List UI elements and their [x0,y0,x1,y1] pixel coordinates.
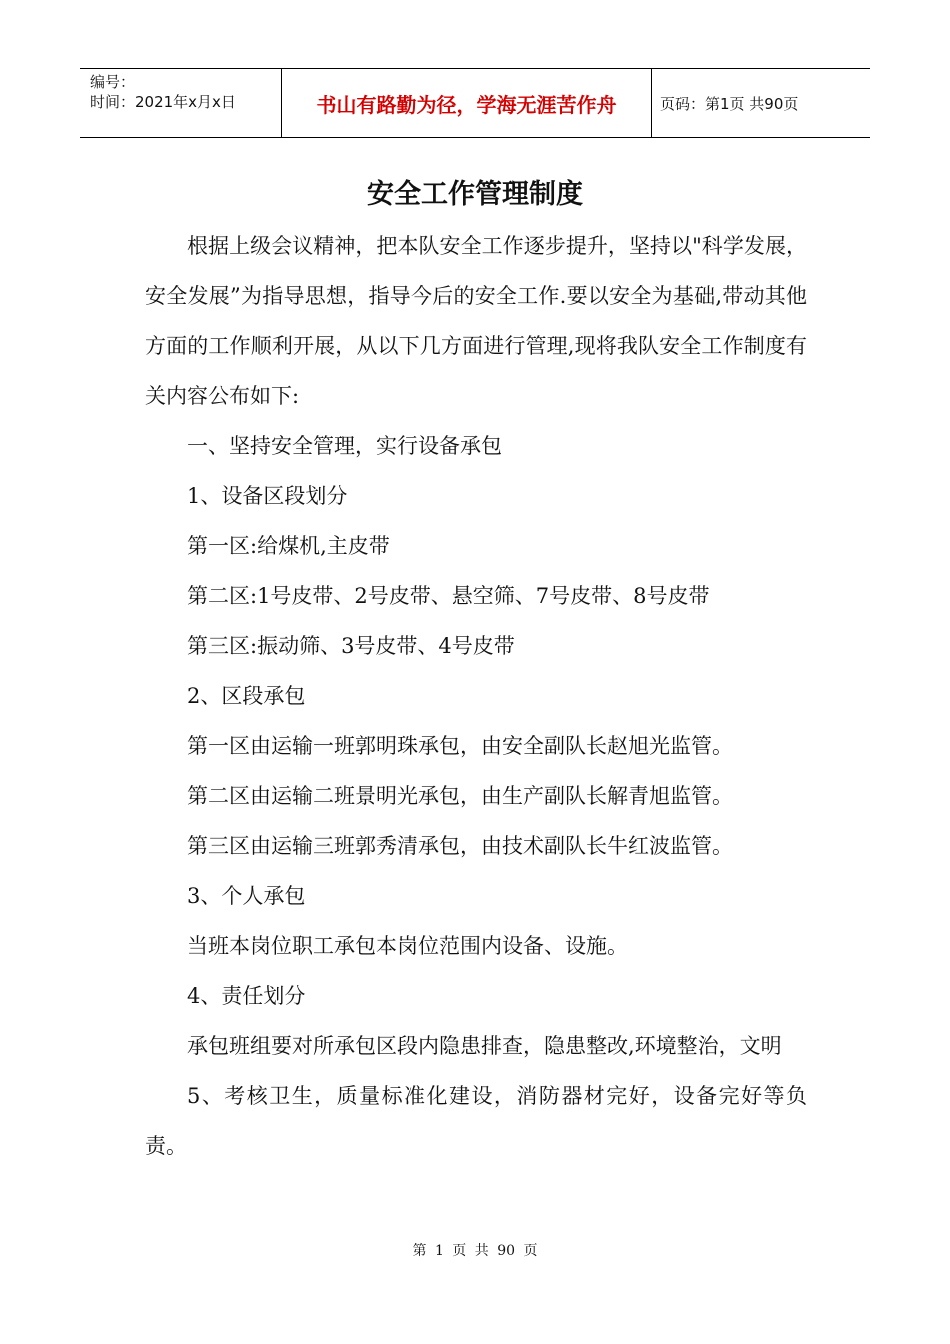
responsibility-paragraph: 承包班组要对所承包区段内隐患排查，隐患整改,环境整治，文明 [187,1034,782,1058]
subsection-heading: 4、责任划分 [187,984,306,1008]
document-body [145,221,807,1171]
page-footer: 第 1 页 共 90 页 [412,1243,538,1259]
subsection-heading: 2、区段承包 [187,684,306,708]
list-item: 第一区:给煤机,主皮带 [187,534,390,558]
header-meta-cell [80,69,282,137]
list-item: 第三区由运输三班郭秀清承包，由技术副队长牛红波监管。 [187,834,733,858]
header-table [80,68,870,138]
document-number-label: 编号： [90,73,136,91]
list-item: 第三区:振动筛、3号皮带、4号皮带 [187,634,515,658]
subsection-heading: 3、个人承包 [187,884,306,908]
subsection-heading: 1、设备区段划分 [187,484,348,508]
header-page-info: 页码：第1页 共90页 [660,94,799,113]
section-heading: 一、坚持安全管理，实行设备承包 [187,434,502,458]
list-item: 第二区:1号皮带、2号皮带、悬空筛、7号皮带、8号皮带 [187,584,710,608]
document-time-label: 时间：2021年x月x日 [90,93,236,111]
assessment-paragraph: 5、考核卫生，质量标准化建设，消防器材完好，设备完好等负责。 [145,1084,807,1158]
intro-paragraph: 根据上级会议精神，把本队安全工作逐步提升，坚持以"科学发展，安全发展”为指导思想，指导今后的安全工作.要以安全为基础,带动其他方面的工作顺利开展，从以下几方面进行管理,现将我队安全工作制度有关内容公布如下: [145,234,807,408]
document-title: 安全工作管理制度 [367,179,583,210]
list-item: 当班本岗位职工承包本岗位范围内设备、设施。 [187,934,628,958]
header-slogan: 书山有路勤为径，学海无涯苦作舟 [282,69,652,137]
list-item: 第二区由运输二班景明光承包，由生产副队长解青旭监管。 [187,784,733,808]
list-item: 第一区由运输一班郭明珠承包，由安全副队长赵旭光监管。 [187,734,733,758]
